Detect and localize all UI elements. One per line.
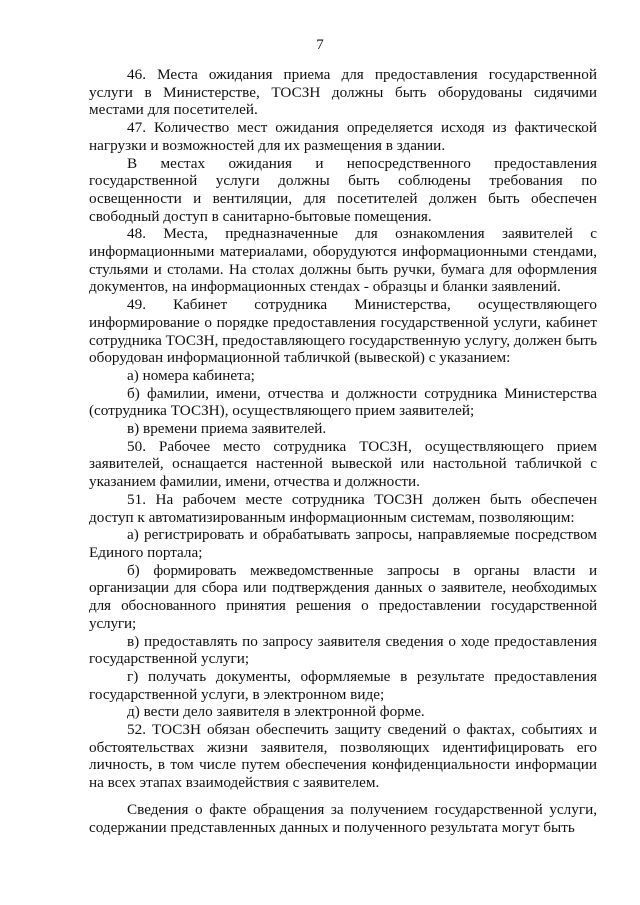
- list-item-51b: б) формировать межведомственные запросы в органы власти и организации для сбора или подтверждения данных о заявителе, необходимых для обоснованного принятия решения о предоставлении государственной услуги;: [89, 561, 597, 632]
- paragraph-46: 46. Места ожидания приема для предоставления государственной услуги в Министерстве, ТОСЗН должны быть оборудованы сидячими местами для посетителей.: [89, 66, 597, 119]
- paragraph-waiting-requirements: В местах ожидания и непосредственного предоставления государственной услуги должны быть соблюдены требования по освещенности и вентиляции, для посетителей должен быть обеспечен свободный доступ в санитарно-бытовые помещения.: [89, 154, 597, 225]
- list-item-49a: а) номера кабинета;: [127, 366, 255, 384]
- list-item-51d: г) получать документы, оформляемые в результате предоставления государственной услуги, в электронном виде;: [89, 667, 597, 703]
- list-item-51c: в) предоставлять по запросу заявителя сведения о ходе предоставления государственной услуги;: [89, 632, 597, 668]
- page-number: 7: [316, 37, 324, 53]
- list-item-49b: б) фамилии, имени, отчества и должности сотрудника Министерства (сотрудника ТОСЗН), осуществляющего прием заявителей;: [89, 384, 597, 420]
- list-item-49c: в) времени приема заявителей.: [127, 420, 327, 438]
- list-item-51a: а) регистрировать и обрабатывать запросы, направляемые посредством Единого портала;: [89, 526, 597, 561]
- paragraph-confidentiality: Сведения о факте обращения за получением государственной услуги, содержании представленных данных и полученного результата могут быть: [89, 800, 597, 836]
- paragraph-47: 47. Количество мест ожидания определяется исходя из фактической нагрузки и возможностей для их размещения в здании.: [89, 119, 597, 154]
- list-item-51e: д) вести дело заявителя в электронной форме.: [127, 703, 425, 721]
- paragraph-52: 52. ТОСЗН обязан обеспечить защиту сведений о фактах, событиях и обстоятельствах жизни заявителя, позволяющих идентифицировать его личность, в том числе путем обеспечения конфиденциальности информации на всех этапах взаимодействия с заявителем.: [89, 721, 597, 792]
- paragraph-48: 48. Места, предназначенные для ознакомления заявителей с информационными материалами, оборудуются информационными стендами, стульями и столами. На столах должны быть ручки, бумага для оформления документов, на информационных стендах - образцы и бланки заявлений.: [89, 225, 597, 296]
- paragraph-49: 49. Кабинет сотрудника Министерства, осуществляющего информирование о порядке предоставления государственной услуги, кабинет сотрудника ТОСЗН, предоставляющего государственную услугу, должен быть оборудован информационной табличкой (вывеской) с указанием:: [89, 296, 597, 367]
- document-body: [89, 66, 597, 836]
- paragraph-50: 50. Рабочее место сотрудника ТОСЗН, осуществляющего прием заявителей, оснащается настенной вывеской или настольной табличкой с указанием фамилии, имени, отчества и должности.: [89, 437, 597, 491]
- paragraph-51: 51. На рабочем месте сотрудника ТОСЗН должен быть обеспечен доступ к автоматизированным информационным системам, позволяющим:: [89, 490, 597, 526]
